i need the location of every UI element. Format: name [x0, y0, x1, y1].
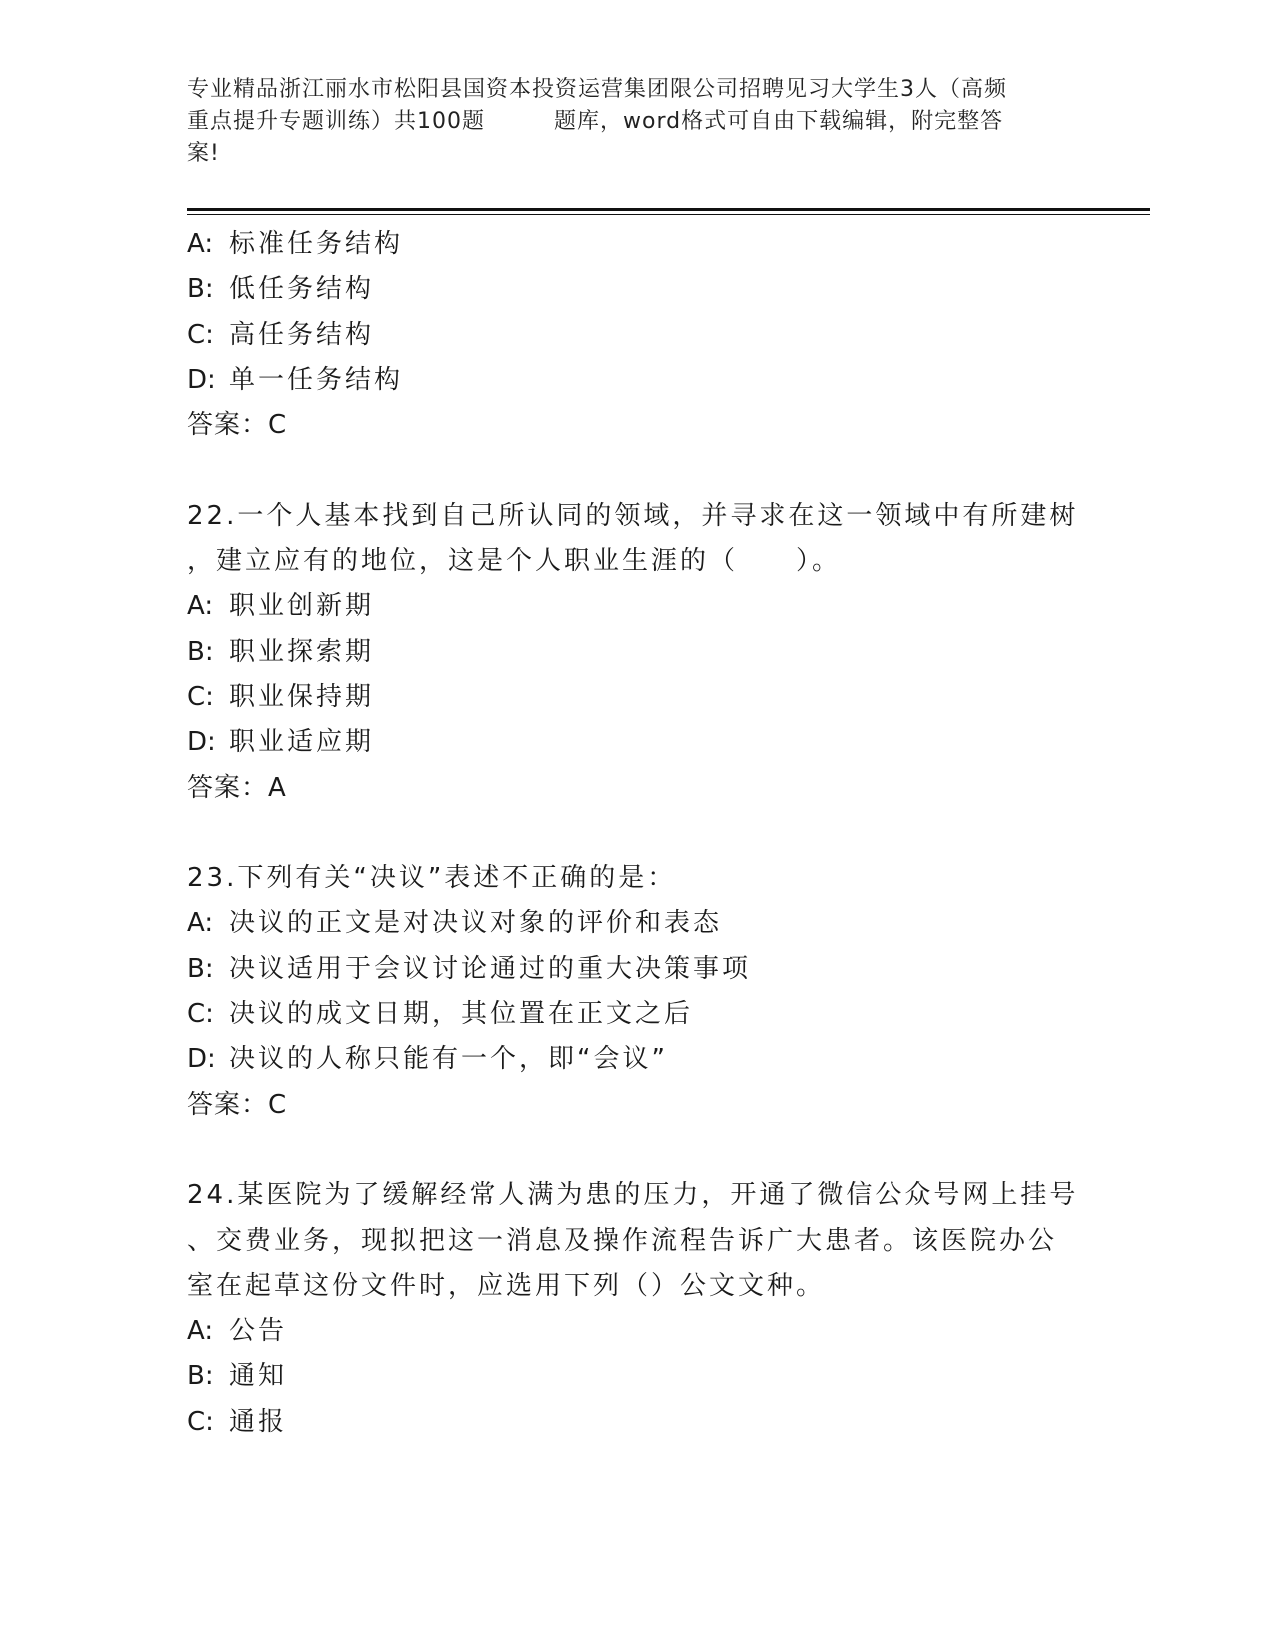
answer-line: 答案：A: [187, 772, 287, 803]
question-23: [187, 856, 1087, 1128]
question-stem-line: 24.某医院为了缓解经常人满为患的压力，开通了微信公众号网上挂号: [187, 1180, 1079, 1211]
question-stem-line: 室在起草这份文件时，应选用下列（）公文文种。: [187, 1270, 826, 1301]
option-text: 低任务结构: [229, 274, 375, 305]
option-text: 决议的正文是对决议对象的评价和表态: [229, 908, 723, 939]
question-22: [187, 494, 1087, 811]
option-key: A:: [187, 591, 214, 622]
option-d: [187, 358, 1087, 403]
header-divider-thick: [187, 208, 1150, 211]
question-stem-line: 23.下列有关“决议”表述不正确的是：: [187, 863, 677, 894]
option-key: C:: [187, 1406, 214, 1437]
option-b: [187, 1354, 1087, 1399]
option-text: 决议的成文日期，其位置在正文之后: [229, 999, 694, 1030]
question-stem-line: ，建立应有的地位，这是个人职业生涯的（ ）。: [187, 546, 842, 577]
option-a: [187, 222, 1087, 267]
option-text: 决议适用于会议讨论通过的重大决策事项: [229, 953, 752, 984]
question-21-continued: [187, 222, 1087, 448]
option-a: [187, 901, 1087, 946]
question-24: [187, 1173, 1087, 1445]
option-key: A:: [187, 229, 214, 259]
question-list: [187, 222, 1087, 1445]
option-c: [187, 313, 1087, 358]
document-header: [187, 74, 1087, 170]
option-key: B:: [187, 636, 214, 667]
option-text: 标准任务结构: [229, 229, 404, 259]
option-c: [187, 1400, 1087, 1445]
option-text: 职业创新期: [229, 591, 375, 622]
answer-line: 答案：C: [187, 1089, 288, 1120]
question-stem-line: 22.一个人基本找到自己所认同的领域，并寻求在这一领域中有所建树: [187, 500, 1079, 531]
option-c: [187, 992, 1087, 1037]
option-key: A:: [187, 908, 214, 939]
option-key: B:: [187, 1361, 214, 1392]
option-a: [187, 1309, 1087, 1354]
option-key: B:: [187, 274, 214, 305]
option-text: 通报: [229, 1406, 288, 1437]
option-key: C:: [187, 681, 214, 712]
option-text: 职业保持期: [229, 681, 375, 712]
option-key: C:: [187, 319, 214, 350]
header-line-2: 重点提升专题训练）共100题 题库，word格式可自由下载编辑，附完整答: [187, 109, 1004, 134]
header-line-1: 专业精品浙江丽水市松阳县国资本投资运营集团限公司招聘见习大学生3人（高频: [187, 77, 1007, 102]
option-text: 高任务结构: [229, 319, 375, 350]
option-key: C:: [187, 999, 214, 1030]
spacer: [187, 1128, 1087, 1173]
option-key: D:: [187, 1044, 216, 1075]
option-key: B:: [187, 953, 214, 984]
option-text: 通知: [229, 1361, 288, 1392]
option-text: 职业探索期: [229, 636, 375, 667]
option-text: 公告: [229, 1316, 288, 1347]
header-line-3: 案!: [187, 141, 220, 166]
option-b: [187, 630, 1087, 675]
question-stem-line: 、交费业务，现拟把这一消息及操作流程告诉广大患者。该医院办公: [187, 1225, 1058, 1256]
answer-line: 答案：C: [187, 410, 288, 441]
spacer: [187, 811, 1087, 856]
spacer: [187, 448, 1087, 493]
option-a: [187, 584, 1087, 629]
option-b: [187, 267, 1087, 312]
option-text: 职业适应期: [229, 727, 375, 758]
option-key: D:: [187, 727, 216, 758]
option-d: [187, 720, 1087, 765]
option-d: [187, 1037, 1087, 1082]
option-text: 单一任务结构: [229, 364, 404, 395]
option-b: [187, 947, 1087, 992]
header-divider-thin: [187, 214, 1150, 215]
option-text: 决议的人称只能有一个，即“会议”: [229, 1044, 668, 1075]
option-key: A:: [187, 1316, 214, 1347]
option-c: [187, 675, 1087, 720]
option-key: D:: [187, 364, 216, 395]
